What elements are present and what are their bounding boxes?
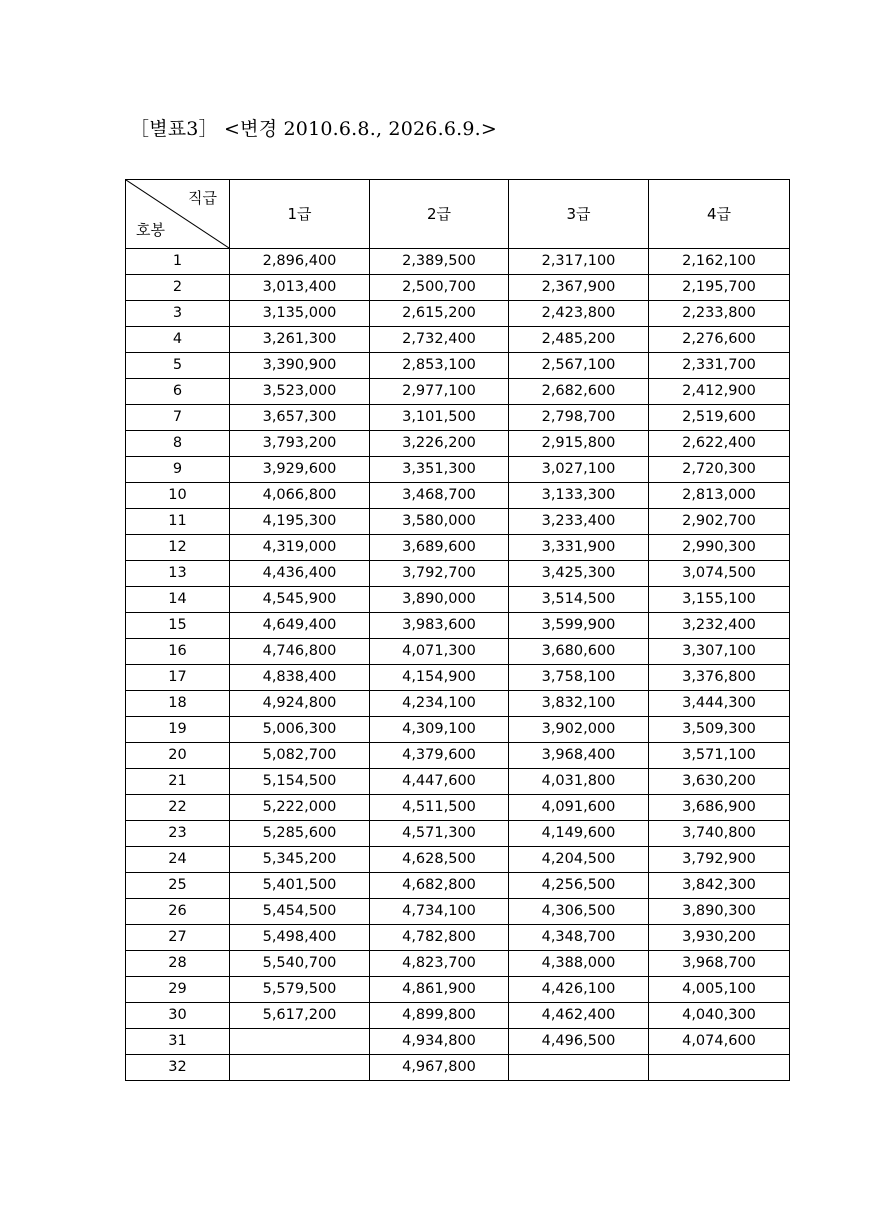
grade1-cell: 4,746,800 [230, 639, 370, 665]
step-cell: 27 [126, 925, 230, 951]
grade4-cell: 3,890,300 [649, 899, 790, 925]
grade-header-3: 3급 [509, 180, 649, 249]
grade1-cell: 3,135,000 [230, 301, 370, 327]
table-row [126, 899, 790, 925]
grade2-cell: 4,071,300 [370, 639, 509, 665]
grade3-cell: 3,027,100 [509, 457, 649, 483]
grade4-cell: 2,813,000 [649, 483, 790, 509]
grade2-cell: 4,571,300 [370, 821, 509, 847]
step-cell: 17 [126, 665, 230, 691]
grade1-cell: 3,657,300 [230, 405, 370, 431]
grade4-cell: 4,005,100 [649, 977, 790, 1003]
grade2-cell: 4,899,800 [370, 1003, 509, 1029]
grade1-cell [230, 1055, 370, 1081]
grade2-cell: 4,823,700 [370, 951, 509, 977]
step-cell: 9 [126, 457, 230, 483]
table-row [126, 509, 790, 535]
table-row [126, 769, 790, 795]
grade4-cell: 3,074,500 [649, 561, 790, 587]
step-cell: 16 [126, 639, 230, 665]
grade4-cell: 3,307,100 [649, 639, 790, 665]
step-cell: 20 [126, 743, 230, 769]
grade3-cell: 3,331,900 [509, 535, 649, 561]
step-cell: 21 [126, 769, 230, 795]
grade4-cell: 3,509,300 [649, 717, 790, 743]
grade3-cell: 4,348,700 [509, 925, 649, 951]
table-row [126, 717, 790, 743]
grade3-cell [509, 1055, 649, 1081]
grade4-cell: 3,842,300 [649, 873, 790, 899]
step-cell: 12 [126, 535, 230, 561]
grade1-cell: 3,793,200 [230, 431, 370, 457]
grade1-cell: 4,319,000 [230, 535, 370, 561]
table-row [126, 483, 790, 509]
step-cell: 24 [126, 847, 230, 873]
grade2-cell: 4,447,600 [370, 769, 509, 795]
grade2-cell: 4,154,900 [370, 665, 509, 691]
grade2-cell: 2,732,400 [370, 327, 509, 353]
grade1-cell: 5,401,500 [230, 873, 370, 899]
grade2-cell: 4,734,100 [370, 899, 509, 925]
table-row [126, 1003, 790, 1029]
grade4-cell: 3,376,800 [649, 665, 790, 691]
table-row [126, 405, 790, 431]
grade1-cell: 5,498,400 [230, 925, 370, 951]
grade4-cell: 4,074,600 [649, 1029, 790, 1055]
grade4-cell: 2,162,100 [649, 249, 790, 275]
salary-table [125, 179, 790, 1081]
grade4-cell: 2,331,700 [649, 353, 790, 379]
step-cell: 14 [126, 587, 230, 613]
grade1-cell: 5,154,500 [230, 769, 370, 795]
grade1-cell: 4,195,300 [230, 509, 370, 535]
grade3-cell: 2,798,700 [509, 405, 649, 431]
grade3-cell: 3,902,000 [509, 717, 649, 743]
table-row [126, 847, 790, 873]
grade3-cell: 4,388,000 [509, 951, 649, 977]
grade4-cell: 3,155,100 [649, 587, 790, 613]
grade4-cell: 2,233,800 [649, 301, 790, 327]
grade-header-1: 1급 [230, 180, 370, 249]
grade2-cell: 3,792,700 [370, 561, 509, 587]
grade3-cell: 3,425,300 [509, 561, 649, 587]
grade1-cell: 5,285,600 [230, 821, 370, 847]
grade3-cell: 3,233,400 [509, 509, 649, 535]
step-cell: 15 [126, 613, 230, 639]
grade4-cell: 3,930,200 [649, 925, 790, 951]
grade3-cell: 3,832,100 [509, 691, 649, 717]
grade4-cell: 4,040,300 [649, 1003, 790, 1029]
step-cell: 3 [126, 301, 230, 327]
step-cell: 11 [126, 509, 230, 535]
grade2-cell: 2,615,200 [370, 301, 509, 327]
grade4-cell: 2,276,600 [649, 327, 790, 353]
step-cell: 18 [126, 691, 230, 717]
table-row [126, 743, 790, 769]
table-row [126, 587, 790, 613]
step-cell: 25 [126, 873, 230, 899]
grade3-cell: 4,426,100 [509, 977, 649, 1003]
grade2-cell: 3,983,600 [370, 613, 509, 639]
grade2-cell: 4,782,800 [370, 925, 509, 951]
grade-header-2: 2급 [370, 180, 509, 249]
grade3-cell: 2,317,100 [509, 249, 649, 275]
grade3-cell: 3,514,500 [509, 587, 649, 613]
grade4-cell: 2,990,300 [649, 535, 790, 561]
grade-header-4: 4급 [649, 180, 790, 249]
grade1-cell: 3,929,600 [230, 457, 370, 483]
grade1-cell: 4,066,800 [230, 483, 370, 509]
step-cell: 6 [126, 379, 230, 405]
page-title: ［별표3］ <변경 2010.6.8., 2026.6.9.> [130, 118, 498, 140]
grade1-cell [230, 1029, 370, 1055]
step-cell: 2 [126, 275, 230, 301]
grade1-cell: 2,896,400 [230, 249, 370, 275]
grade2-cell: 4,682,800 [370, 873, 509, 899]
step-cell: 19 [126, 717, 230, 743]
grade3-cell: 2,485,200 [509, 327, 649, 353]
grade3-cell: 4,031,800 [509, 769, 649, 795]
grade1-cell: 3,523,000 [230, 379, 370, 405]
grade2-cell: 3,468,700 [370, 483, 509, 509]
table-row [126, 977, 790, 1003]
step-cell: 32 [126, 1055, 230, 1081]
step-cell: 31 [126, 1029, 230, 1055]
grade1-cell: 4,838,400 [230, 665, 370, 691]
grade-axis-label: 직급 [188, 189, 217, 207]
grade1-cell: 3,390,900 [230, 353, 370, 379]
grade1-cell: 4,649,400 [230, 613, 370, 639]
table-row [126, 561, 790, 587]
grade2-cell: 2,389,500 [370, 249, 509, 275]
table-row [126, 691, 790, 717]
grade2-cell: 3,890,000 [370, 587, 509, 613]
table-row [126, 925, 790, 951]
table-row [126, 379, 790, 405]
table-row [126, 665, 790, 691]
grade1-cell: 3,261,300 [230, 327, 370, 353]
grade3-cell: 4,091,600 [509, 795, 649, 821]
grade1-cell: 5,222,000 [230, 795, 370, 821]
grade4-cell: 2,720,300 [649, 457, 790, 483]
grade3-cell: 2,367,900 [509, 275, 649, 301]
grade4-cell: 3,740,800 [649, 821, 790, 847]
grade4-cell: 3,630,200 [649, 769, 790, 795]
step-cell: 13 [126, 561, 230, 587]
grade3-cell: 2,567,100 [509, 353, 649, 379]
grade4-cell: 2,412,900 [649, 379, 790, 405]
grade2-cell: 3,689,600 [370, 535, 509, 561]
step-cell: 28 [126, 951, 230, 977]
grade4-cell: 2,195,700 [649, 275, 790, 301]
grade4-cell: 3,444,300 [649, 691, 790, 717]
grade3-cell: 4,204,500 [509, 847, 649, 873]
grade2-cell: 2,500,700 [370, 275, 509, 301]
grade2-cell: 4,861,900 [370, 977, 509, 1003]
table-row [126, 457, 790, 483]
step-cell: 8 [126, 431, 230, 457]
grade4-cell [649, 1055, 790, 1081]
step-cell: 4 [126, 327, 230, 353]
table-row [126, 639, 790, 665]
grade2-cell: 3,226,200 [370, 431, 509, 457]
step-cell: 23 [126, 821, 230, 847]
grade1-cell: 3,013,400 [230, 275, 370, 301]
table-row [126, 821, 790, 847]
grade4-cell: 2,902,700 [649, 509, 790, 535]
table-row [126, 613, 790, 639]
grade4-cell: 3,571,100 [649, 743, 790, 769]
grade2-cell: 4,934,800 [370, 1029, 509, 1055]
grade3-cell: 4,149,600 [509, 821, 649, 847]
table-row [126, 275, 790, 301]
grade3-cell: 3,968,400 [509, 743, 649, 769]
table-row [126, 535, 790, 561]
step-cell: 1 [126, 249, 230, 275]
grade3-cell: 3,758,100 [509, 665, 649, 691]
step-cell: 7 [126, 405, 230, 431]
grade3-cell: 4,306,500 [509, 899, 649, 925]
step-cell: 26 [126, 899, 230, 925]
table-row [126, 327, 790, 353]
grade1-cell: 5,454,500 [230, 899, 370, 925]
table-row [126, 1055, 790, 1081]
grade1-cell: 5,540,700 [230, 951, 370, 977]
grade3-cell: 4,496,500 [509, 1029, 649, 1055]
grade1-cell: 4,924,800 [230, 691, 370, 717]
table-row [126, 249, 790, 275]
grade3-cell: 3,133,300 [509, 483, 649, 509]
grade2-cell: 3,101,500 [370, 405, 509, 431]
grade2-cell: 2,853,100 [370, 353, 509, 379]
table-row [126, 301, 790, 327]
grade1-cell: 4,545,900 [230, 587, 370, 613]
grade4-cell: 3,686,900 [649, 795, 790, 821]
grade2-cell: 4,379,600 [370, 743, 509, 769]
grade1-cell: 5,082,700 [230, 743, 370, 769]
grade1-cell: 4,436,400 [230, 561, 370, 587]
grade3-cell: 4,256,500 [509, 873, 649, 899]
grade4-cell: 2,519,600 [649, 405, 790, 431]
table-row [126, 1029, 790, 1055]
grade2-cell: 4,234,100 [370, 691, 509, 717]
grade4-cell: 2,622,400 [649, 431, 790, 457]
table-row [126, 873, 790, 899]
step-cell: 10 [126, 483, 230, 509]
step-cell: 5 [126, 353, 230, 379]
table-row [126, 353, 790, 379]
grade2-cell: 4,628,500 [370, 847, 509, 873]
table-row [126, 431, 790, 457]
table-row [126, 951, 790, 977]
header-row [126, 180, 790, 249]
grade3-cell: 2,915,800 [509, 431, 649, 457]
corner-header [126, 180, 230, 249]
grade4-cell: 3,792,900 [649, 847, 790, 873]
grade2-cell: 3,580,000 [370, 509, 509, 535]
grade1-cell: 5,006,300 [230, 717, 370, 743]
grade3-cell: 2,423,800 [509, 301, 649, 327]
grade1-cell: 5,617,200 [230, 1003, 370, 1029]
grade2-cell: 2,977,100 [370, 379, 509, 405]
grade1-cell: 5,579,500 [230, 977, 370, 1003]
step-cell: 22 [126, 795, 230, 821]
grade1-cell: 5,345,200 [230, 847, 370, 873]
table-row [126, 795, 790, 821]
grade4-cell: 3,232,400 [649, 613, 790, 639]
grade3-cell: 3,680,600 [509, 639, 649, 665]
step-axis-label: 호봉 [136, 221, 165, 239]
grade2-cell: 4,967,800 [370, 1055, 509, 1081]
grade3-cell: 2,682,600 [509, 379, 649, 405]
grade2-cell: 4,511,500 [370, 795, 509, 821]
grade3-cell: 3,599,900 [509, 613, 649, 639]
step-cell: 29 [126, 977, 230, 1003]
grade4-cell: 3,968,700 [649, 951, 790, 977]
grade3-cell: 4,462,400 [509, 1003, 649, 1029]
step-cell: 30 [126, 1003, 230, 1029]
grade2-cell: 3,351,300 [370, 457, 509, 483]
grade2-cell: 4,309,100 [370, 717, 509, 743]
